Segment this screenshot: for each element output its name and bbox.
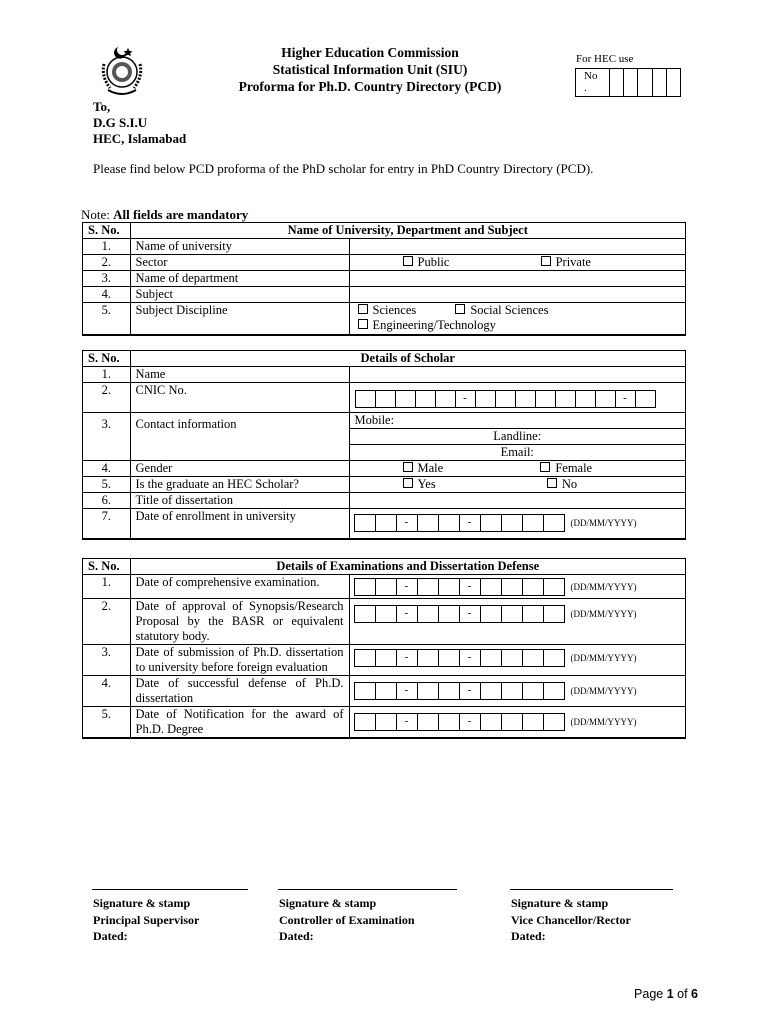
signature-line bbox=[510, 889, 673, 890]
sciences-option[interactable]: Sciences bbox=[358, 303, 417, 318]
row-number: 5. bbox=[83, 303, 130, 335]
signature-line bbox=[92, 889, 248, 890]
row-number: 2. bbox=[83, 383, 130, 413]
checkbox-icon[interactable] bbox=[540, 462, 550, 472]
dissertation-title-field[interactable] bbox=[349, 493, 685, 509]
header-line-3: Proforma for Ph.D. Country Directory (PCD) bbox=[238, 79, 502, 94]
row-number: 5. bbox=[83, 707, 130, 738]
field-label: Sector bbox=[130, 255, 349, 271]
hec-use-label: For HEC use bbox=[576, 53, 634, 65]
social-sciences-option[interactable]: Social Sciences bbox=[455, 303, 548, 318]
field-label: Date of comprehensive examination. bbox=[130, 575, 349, 599]
department-field[interactable] bbox=[349, 271, 685, 287]
signature-controller: Signature & stamp Controller of Examination Dated: bbox=[279, 896, 415, 943]
signature-vice-chancellor: Signature & stamp Vice Chancellor/Rector Dated: bbox=[511, 896, 631, 943]
hec-scholar-options bbox=[349, 477, 685, 493]
row-number: 6. bbox=[83, 493, 130, 509]
section-title: Details of Examinations and Dissertation Defense bbox=[130, 559, 685, 575]
row-number: 5. bbox=[83, 477, 130, 493]
field-label: Date of successful defense of Ph.D. dissertation bbox=[130, 676, 349, 707]
address-line-2: HEC, Islamabad bbox=[93, 131, 187, 146]
signature-line bbox=[278, 889, 457, 890]
field-label: Is the graduate an HEC Scholar? bbox=[130, 477, 349, 493]
row-number: 1. bbox=[83, 367, 130, 383]
defense-date-field[interactable]: - - (DD/MM/YYYY) bbox=[349, 676, 685, 707]
male-option[interactable]: Male bbox=[403, 461, 444, 476]
row-number: 1. bbox=[83, 239, 130, 255]
synopsis-date-field[interactable]: - - (DD/MM/YYYY) bbox=[349, 599, 685, 645]
row-number: 1. bbox=[83, 575, 130, 599]
sno-header: S. No. bbox=[83, 223, 130, 239]
field-label: Subject bbox=[130, 287, 349, 303]
checkbox-icon[interactable] bbox=[403, 462, 413, 472]
checkbox-icon[interactable] bbox=[358, 304, 368, 314]
date-format-hint: (DD/MM/YYYY) bbox=[570, 518, 637, 528]
scholar-name-field[interactable] bbox=[349, 367, 685, 383]
section-scholar bbox=[82, 350, 686, 540]
checkbox-icon[interactable] bbox=[541, 256, 551, 266]
row-number: 3. bbox=[83, 645, 130, 676]
checkbox-icon[interactable] bbox=[547, 478, 557, 488]
section-examinations bbox=[82, 558, 686, 739]
field-label: Date of enrollment in university bbox=[130, 509, 349, 539]
header-line-2: Statistical Information Unit (SIU) bbox=[272, 62, 468, 77]
subject-field[interactable] bbox=[349, 287, 685, 303]
field-label: CNIC No. bbox=[130, 383, 349, 413]
notification-date-field[interactable]: - - (DD/MM/YYYY) bbox=[349, 707, 685, 738]
discipline-options bbox=[349, 303, 685, 335]
field-label: Title of dissertation bbox=[130, 493, 349, 509]
note-text: All fields are mandatory bbox=[113, 207, 249, 222]
checkbox-icon[interactable] bbox=[403, 478, 413, 488]
sno-header: S. No. bbox=[83, 351, 130, 367]
date-format-hint: (DD/MM/YYYY) bbox=[570, 686, 637, 696]
university-name-field[interactable] bbox=[349, 239, 685, 255]
engineering-option[interactable]: Engineering/Technology bbox=[358, 318, 496, 333]
hec-no-label: No . bbox=[584, 70, 598, 94]
page-number: Page 1 of 6 bbox=[634, 987, 698, 1001]
field-label: Gender bbox=[130, 461, 349, 477]
note bbox=[81, 207, 248, 223]
hec-no-cell[interactable] bbox=[652, 69, 666, 96]
field-label: Date of submission of Ph.D. dissertation to university before foreign evaluation bbox=[130, 645, 349, 676]
section-title: Details of Scholar bbox=[130, 351, 685, 367]
public-option[interactable]: Public bbox=[403, 255, 450, 270]
section-title: Name of University, Department and Subject bbox=[130, 223, 685, 239]
sno-header: S. No. bbox=[83, 559, 130, 575]
row-number: 4. bbox=[83, 676, 130, 707]
submission-date-field[interactable]: - - (DD/MM/YYYY) bbox=[349, 645, 685, 676]
date-format-hint: (DD/MM/YYYY) bbox=[570, 653, 637, 663]
header-line-1: Higher Education Commission bbox=[281, 45, 459, 60]
checkbox-icon[interactable] bbox=[455, 304, 465, 314]
private-option[interactable]: Private bbox=[541, 255, 591, 270]
field-label: Date of approval of Synopsis/Research Proposal by the BASR or equivalent statutory body. bbox=[130, 599, 349, 645]
signature-supervisor: Signature & stamp Principal Supervisor Dated: bbox=[93, 896, 200, 943]
row-number: 7. bbox=[83, 509, 130, 539]
cnic-field[interactable]: - - bbox=[349, 383, 685, 413]
row-number: 2. bbox=[83, 599, 130, 645]
row-number: 3. bbox=[83, 413, 130, 461]
note-prefix: Note: bbox=[81, 207, 114, 222]
field-label: Name bbox=[130, 367, 349, 383]
row-number: 4. bbox=[83, 287, 130, 303]
hec-no-cell[interactable] bbox=[623, 69, 637, 96]
section-university bbox=[82, 222, 686, 336]
email-field[interactable]: Email: bbox=[349, 445, 685, 461]
checkbox-icon[interactable] bbox=[403, 256, 413, 266]
row-number: 4. bbox=[83, 461, 130, 477]
date-format-hint: (DD/MM/YYYY) bbox=[570, 609, 637, 619]
hec-no-cell[interactable] bbox=[609, 69, 623, 96]
field-label: Name of department bbox=[130, 271, 349, 287]
enrollment-date-field[interactable]: - - (DD/MM/YYYY) bbox=[349, 509, 685, 539]
female-option[interactable]: Female bbox=[540, 461, 592, 476]
no-option[interactable]: No bbox=[547, 477, 577, 492]
field-label: Subject Discipline bbox=[130, 303, 349, 335]
date-format-hint: (DD/MM/YYYY) bbox=[570, 717, 637, 727]
hec-no-cell[interactable] bbox=[666, 69, 680, 96]
comprehensive-date-field[interactable]: - - (DD/MM/YYYY) bbox=[349, 575, 685, 599]
mobile-field[interactable]: Mobile: bbox=[349, 413, 685, 429]
field-label: Date of Notification for the award of Ph.D. Degree bbox=[130, 707, 349, 738]
checkbox-icon[interactable] bbox=[358, 319, 368, 329]
row-number: 3. bbox=[83, 271, 130, 287]
gender-options bbox=[349, 461, 685, 477]
intro-text: Please find below PCD proforma of the PhD scholar for entry in PhD Country Directory (PCD). bbox=[93, 161, 594, 176]
row-number: 2. bbox=[83, 255, 130, 271]
hec-no-cell[interactable] bbox=[637, 69, 651, 96]
yes-option[interactable]: Yes bbox=[403, 477, 436, 492]
field-label: Contact information bbox=[130, 413, 349, 461]
sector-options bbox=[349, 255, 685, 271]
address-line-1: D.G S.I.U bbox=[93, 115, 148, 130]
landline-field[interactable]: Landline: bbox=[349, 429, 685, 445]
field-label: Name of university bbox=[130, 239, 349, 255]
address-to: To, bbox=[93, 99, 111, 114]
date-format-hint: (DD/MM/YYYY) bbox=[570, 582, 637, 592]
address-block bbox=[93, 99, 186, 147]
hec-number-boxes[interactable] bbox=[575, 68, 681, 97]
